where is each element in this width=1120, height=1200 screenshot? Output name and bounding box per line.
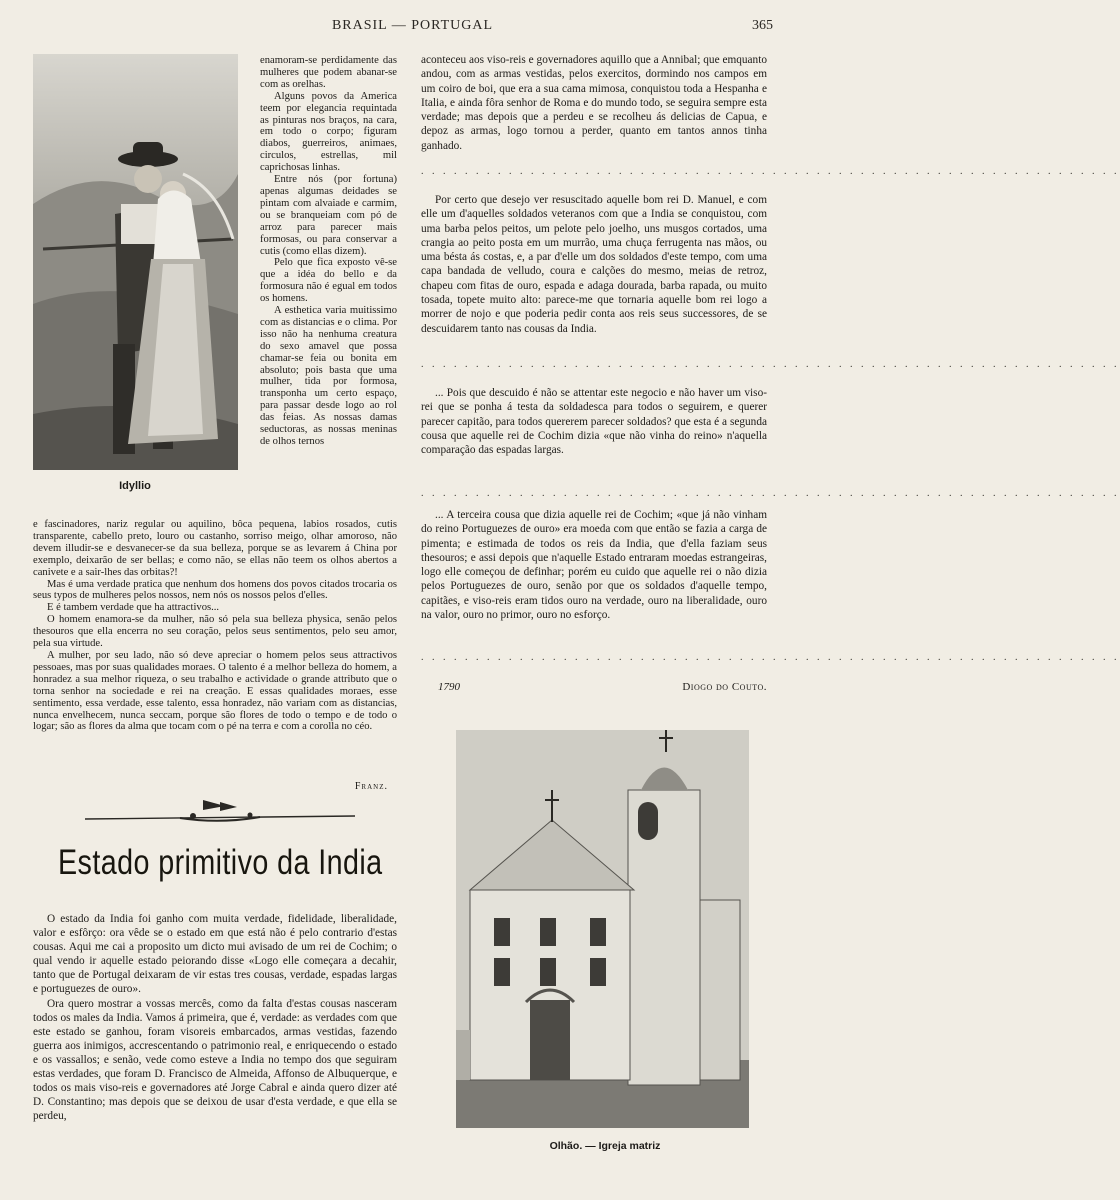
page-number: 365: [752, 18, 773, 33]
idyllio-paragraph: Mas é uma verdade pratica que nenhum dos homens dos povos citados trocaria os seus typos de mulheres pelos nossos, nem nós os nossos pelos d'elles.: [33, 578, 397, 602]
estado-paragraph: ... Pois que descuido é não se attentar este negocio e não haver um viso-rei que se ponha á testa da soldadesca para todos o seguirem, e querer parecer capitão, para todos quererem parecer soldados? que esta é a segunda cousa que aquelle rei de Cochim dizia «que não vinha do reino» n'aquella comparação das espadas largas.: [421, 387, 767, 457]
estado-column-right-2: [421, 193, 767, 336]
ellipsis-divider: . . . . . . . . . . . . . . . . . . . . . . . . . . . . . . . . . . . . . . . . . . . . . . . . . . . . . . . . . . . . . . . .: [421, 652, 1120, 663]
estado-paragraph: Por certo que desejo ver resuscitado aquelle bom rei D. Manuel, e com elle um d'aquelles soldados veteranos com que a India se conquistou, com uma barba pelos peitos, um pelote pelo joelho, uns musgos cortados, uma crangia ao peito posta em um murrão, uma chuça ferrugenta nas mãos, ou uma bésta ás costas, e, a par d'elle um dos soldados d'este tempo, com uma capa bandada de velludo, coura e calções do mesmo, meias de retroz, chapeu com fitas de ouro, espada e adaga dourada, barba rapada, ou muito tosada, topete muito alto: parece-me que tornaria aquelle bom rei logo a morrer de nojo e que poderia pedir conta aos reis seus successores, de se descuidarem tanto nas cousas da India.: [421, 194, 767, 335]
couple-illustration: [33, 54, 238, 470]
article-title: Estado primitivo da India: [58, 843, 383, 882]
idyllio-column-narrow: [260, 55, 397, 448]
idyllio-paragraph: A esthetica varia muitissimo com as distancias e o clima. Por isso não ha nenhuma creatura do sexo amavel que possa chamar-se feia ou bonita em absoluto; pois basta que uma mulher, tida por formosa, transponha um certo espaço, para passar desde logo ao rol das feias. As nossas damas seductoras, as nossas meninas de olhos ternos: [260, 305, 397, 447]
church-photograph: [456, 730, 749, 1128]
idyllio-paragraph: E é tambem verdade que ha attractivos...: [47, 602, 220, 614]
ellipsis-divider: . . . . . . . . . . . . . . . . . . . . . . . . . . . . . . . . . . . . . . . . . . . . . . . . . . . . . . . . . . . . . . . .: [421, 359, 1120, 370]
idyllio-paragraph: Pelo que fica exposto vê-se que a idéa do bello e da formosura não é egual em todos os homens.: [260, 257, 397, 305]
photo-caption: Idyllio: [119, 480, 151, 492]
estado-column-right-1: [421, 53, 767, 153]
running-title: BRASIL — PORTUGAL: [331, 18, 494, 33]
idyllio-paragraph: e fascinadores, nariz regular ou aquilino, bôca pequena, labios rosados, cutis transparente, cabello preto, louro ou castanho, sorriso meigo, olhar amoroso, não devem illudir-se e desvanecer-se da sua belleza, porque se as levarem á China por exemplo, deixarão de ser bellas; e como não, se ellas não teem os olhos abertos a canivete e a sair-lhes das orbitas?!: [33, 519, 397, 578]
estado-paragraph: Ora quero mostrar a vossas mercês, como da falta d'estas cousas nasceram todos os males da India. Vamos á primeira, que é, verdade: as verdades com que este estado se ganhou, foram visoreis embarcados, armas vestidas, fazendo guerra aos inimigos, accrescentando o patrimonio real, e enriquecendo o estado e os vassallos; e senão, vede como esteve a India no tempo dos que seguiram estas verdades, que foram D. Francisco de Almeida, Affonso de Albuquerque, e todos os mais viso-reis e governadores até Jorge Cabral e ainda quero dizer até D. Constantino; mas depois que se deixou de usar d'esta verdade, e que ella se perdeu,: [33, 997, 397, 1123]
idyllio-paragraph: Alguns povos da America teem por elegancia requintada as pinturas nos braços, na cara, em todo o corpo; figuram diabos, guerreiros, animaes, circulos, estrellas, mil caprichosas linhas.: [260, 90, 397, 174]
estado-column-right-3: [421, 386, 767, 457]
estado-paragraph: aconteceu aos viso-reis e governadores aquillo que a Annibal; que emquanto andou, com as armas vestidas, pelos exercitos, dormindo nos campos em um coiro de boi, que era a sua cama mimosa, conquistou toda a Hespanha e Italia, e ainda fôra senhor de Roma e do mundo todo, se seguira sempre esta verdade; mas depois que a perdeu e se recolheu ás delicias de Capua, e depoz as armas, logo tornou a perder, quanto em tantos annos tinha ganhado.: [421, 54, 767, 152]
ornament-divider: [85, 797, 355, 827]
idyllio-paragraph: A mulher, por seu lado, não só deve apreciar o homem pelos seus attractivos pessoaes, mas por suas qualidades moraes. O talento é a melhor belleza do homem, a honradez a sua melhor riqueza, o seu trabalho e actividade o grande attributo que o torna senhor na sociedade e rei na creação. E essas qualidades moraes, esse sentimento, essa verdade, esse talento, essa honradez, não variam com as distancias, nunca envelhecem, nunca seccam, porque são flores de todo o tempo e de todo o logar; são as flores da alma que tocam com o pé na terra e com a corolla no céo.: [33, 649, 397, 733]
article-author: Diogo do Couto.: [682, 681, 767, 693]
estado-column-right-4: [421, 508, 767, 622]
idyllio-paragraph: O homem enamora-se da mulher, não só pela sua belleza physica, senão pelos thesouros que ella encerra no seu coração, pelos seus sentimentos, pelo seu amor, pela sua virtude.: [33, 614, 397, 650]
estado-paragraph: O estado da India foi ganho com muita verdade, fidelidade, liberalidade, valor e esfôrço: ora vêde se o estado em que está não é pelo contrario d'estas cousas. Aqui me cai a proposito um dicto mui avisado de um rei de Cochim; o qual vendo ir aquelle estado peiorando disse «Logo elle começara a decahir, tanto que de Portugal deixaram de vir estas tres cousas, verdade, espadas largas e portuguezes de ouro».: [33, 913, 397, 996]
church-illustration: [456, 730, 749, 1128]
ellipsis-divider: . . . . . . . . . . . . . . . . . . . . . . . . . . . . . . . . . . . . . . . . . . . . . . . . . . . . . . . . . . . . . . . .: [421, 166, 1120, 177]
idyllio-photograph: [33, 54, 238, 470]
ship-ornament-icon: [85, 797, 355, 827]
estado-paragraph: ... A terceira cousa que dizia aquelle rei de Cochim; «que já não vinham do reino Portuguezes de ouro» era moeda com que então se fazia a carga de pimenta; e estimada de todos os reis da India, que d'ella faziam seus thesouros; e assi depois que n'aquelle Estado entraram moedas estrangeiras, logo elle começou de definhar; porém eu cuido que aquelle rei o não dizia pelos Portuguezes de ouro, senão por que os soldados d'aquelle tempo, capitães, e viso-reis eram tidos ouro na verdade, ouro na liberalidade, ouro na valor, ouro no primor, ouro no esforço.: [421, 509, 767, 622]
article-year: 1790: [438, 681, 460, 693]
idyllio-paragraph: enamoram-se perdidamente das mulheres que podem abanar-se com as orelhas.: [260, 55, 397, 90]
estado-column-left: [33, 912, 397, 1123]
idyllio-column-wide: [33, 519, 397, 733]
idyllio-signature: Franz.: [354, 781, 388, 792]
ellipsis-divider: . . . . . . . . . . . . . . . . . . . . . . . . . . . . . . . . . . . . . . . . . . . . . . . . . . . . . . . . . . . . . . . .: [421, 488, 1120, 499]
idyllio-paragraph: Entre nós (por fortuna) apenas algumas deidades se pintam com alvaiade e carmim, ou se branqueiam com pó de arroz para parecer mais formosas, ou para conservar a cutis (como ellas dizem).: [260, 174, 397, 257]
church-caption: Olhão. — Igreja matriz: [549, 1140, 661, 1152]
